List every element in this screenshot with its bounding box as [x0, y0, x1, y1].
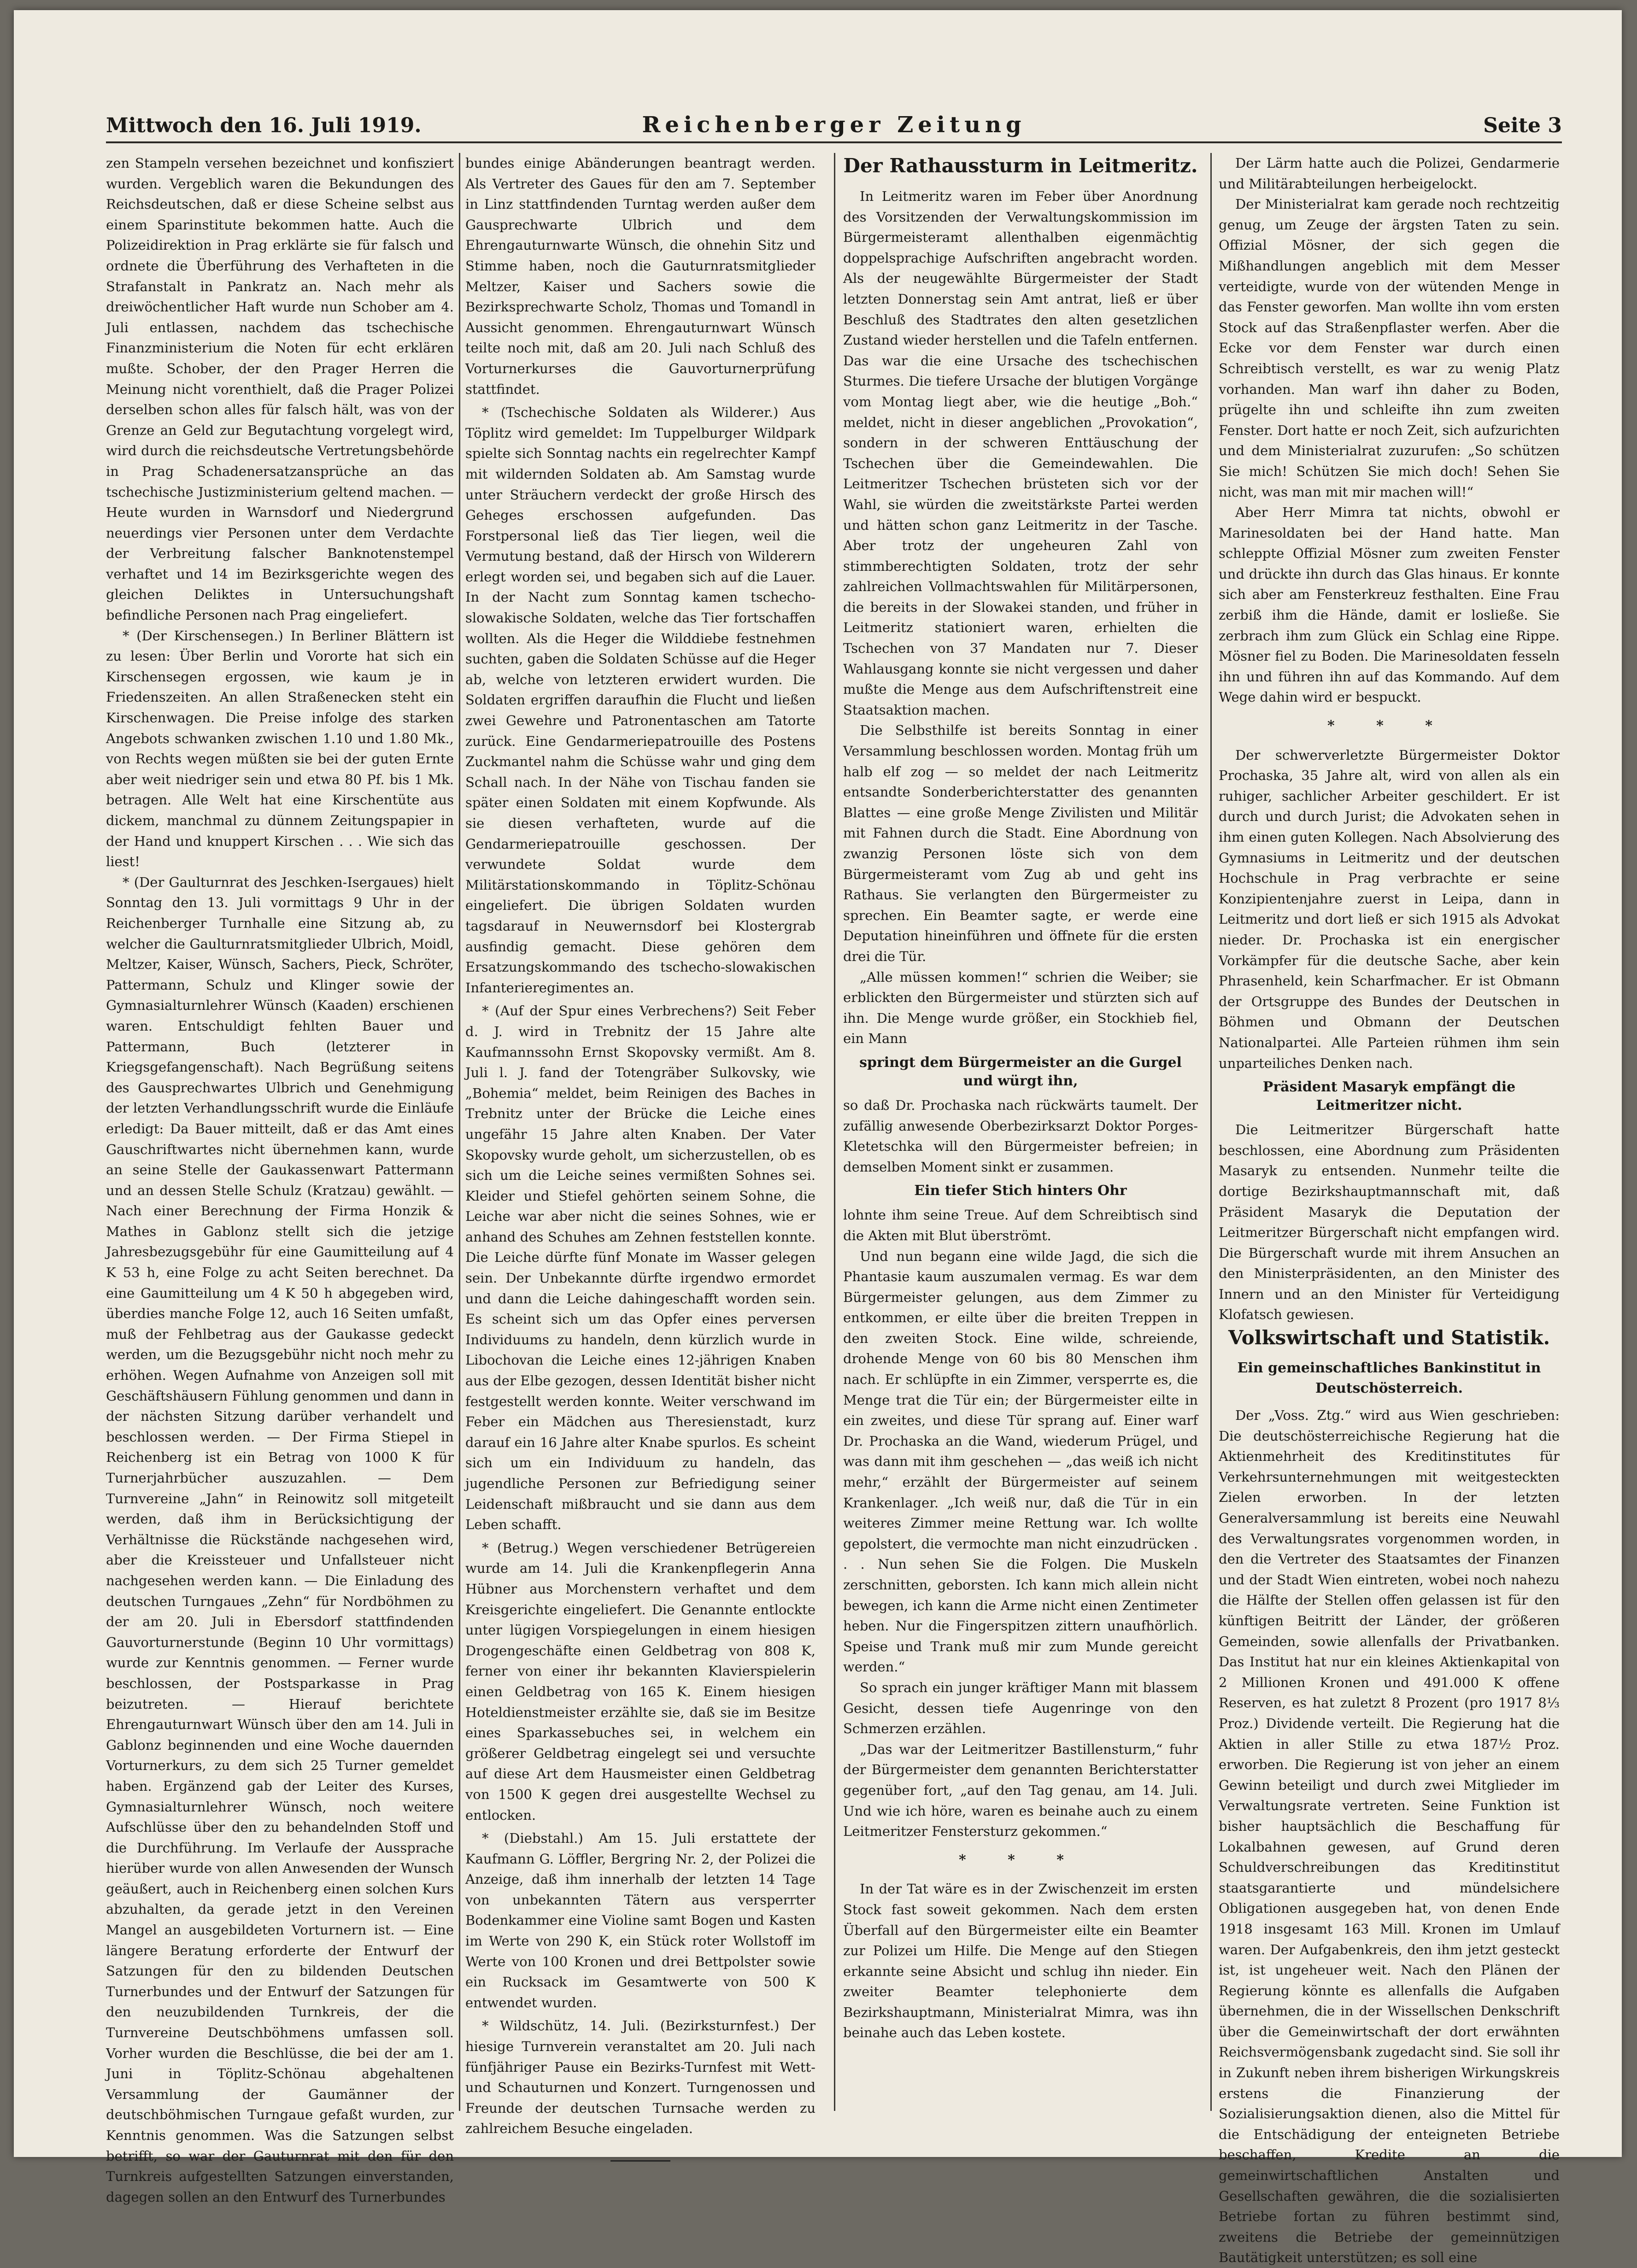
- newspaper-page: [14, 10, 1622, 2266]
- column-4: [1219, 153, 1560, 2266]
- article-paragraph: so daß Dr. Prochaska nach rückwärts taumelt. Der zufällig anwesende Oberbezirksarzt Doktor Porges-Kletetschka will den Bürgermeister befreien; in demselben Moment sinkt er zusammen.: [843, 1097, 1198, 1175]
- article-headline: Ein gemeinschaftliches Bankinstitut in Deutschösterreich.: [1237, 1360, 1541, 1397]
- article-paragraph: Der „Voss. Ztg.“ wird aus Wien geschrieben: Die deutschösterreichische Regierung hat die Aktienmehrheit des Kreditinstitutes für Verkehrsunternehmungen mit weitgesteckten Zielen erworben. In der letzten Generalversammlung ist bereits eine Neuwahl des Verwaltungsrates vorgenommen worden, in den die Vertreter des Staatsamtes der Finanzen und der Stadt Wien eintreten, wobei noch nahezu die Hälfte der Stellen offen gelassen ist für den künftigen Beitritt der Länder, der größeren Gemeinden, sowie allenfalls der Privatbanken. Das Institut hat nur ein kleines Aktienkapital von 2 Millionen Kronen und 491.000 K offene Reserven, es hat zuletzt 8 Prozent (pro 1917 8⅓ Proz.) Dividende verteilt. Die Regierung hat die Aktien in aller Stille zu etwa 187½ Proz. erworben. Die Regierung ist von jeher an einem Gewinn beteiligt und durch zwei Mitglieder im Verwaltungsrate vertreten. Seine Funktion ist bisher hauptsächlich die Beschaffung für Lokalbahnen gewesen, auf Grund deren Schuldverschreibungen das Kreditinstitut staatsgarantierte und mündelsichere Obligationen ausgegeben hat, von denen Ende 1918 insgesamt 163 Mill. Kronen im Umlauf waren. Der Aufgabenkreis, den ihm jetzt gesteckt ist, ist ungeheuer weit. Nach den Plänen der Regierung könnte es allenfalls die Aufgaben übernehmen, die in der Wissellschen Denkschrift über die Gemeinwirtschaft der dort erwähnten Reichsvermögensbank zugedacht sind. Sie soll ihr in Zukunft neben ihrem bisherigen Wirkungskreis erstens die Finanzierung der Sozialisierungsaktion dienen, also die Mittel für die Entschädigung der enteigneten Betriebe beschaffen, Kredite an die gemeinwirtschaftlichen Anstalten und Gesellschaften gewähren, die die sozialisierten Betriebe fortan zu führen bestimmt sind, zweitens die Betriebe der gemeinnützigen Bautätigkeit unterstützen; es soll eine: [1219, 1407, 1560, 2266]
- article-paragraph: Die Selbsthilfe ist bereits Sonntag in einer Versammlung beschlossen worden. Montag früh um halb elf zog — so meldet der nach Leitmeritz entsandte Sonderberichterstatter des genannten Blattes — eine große Menge Zivilisten und Militär mit Fahnen durch die Stadt. Eine Abordnung von zwanzig Personen löste sich von dem Bürgermeisteramt vom Zug ab und geht ins Rathaus. Sie verlangten den Bürgermeister zu sprechen. Ein Beamter sagte, er werde eine Deputation hineinführen und öffnete für die ersten drei die Tür.: [843, 722, 1198, 964]
- article-end-rule: [610, 2160, 670, 2162]
- article-paragraph: * (Auf der Spur eines Verbrechens?) Seit Feber d. J. wird in Trebnitz der 15 Jahre alte Kaufmannssohn Ernst Skopovsky vermißt. Am 8. Juli l. J. fand der Totengräber Sulkovsky, wie „Bohemia“ meldet, beim Reinigen des Baches in Trebnitz unter der Brücke die Leiche eines ungefähr 15 Jahre alten Knaben. Der Vater Skopovsky wurde geholt, um sicherzustellen, ob es sich um die Leiche seines vermißten Sohnes sei. Kleider und Stiefel gehörten seinem Sohne, die Leiche war aber nicht die seines Sohnes, wie er anhand des Schuhes am Zehnen feststellen konnte. Die Leiche dürfte fünf Monate im Wasser gelegen sein. Der Unbekannte dürfte irgendwo ermordet und dann die Leiche dahingeschafft worden sein. Es scheint sich um das Opfer eines perversen Individuums zu handeln, denn kürzlich wurde in Libochovan die Leiche eines 12-jährigen Knaben aus der Elbe gezogen, dessen Identität bisher nicht festgestellt werden konnte. Weiter verschwand im Feber ein Mädchen aus Theresienstadt, kurz darauf ein 16 Jahre alter Knabe spurlos. Es scheint sich um ein Individuum zu handeln, das jugendliche Personen zur Befriedigung seiner Leidenschaft mißbraucht und sie dann aus dem Leben schafft.: [465, 1003, 816, 1533]
- article-paragraph: „Das war der Leitmeritzer Bastillensturm,“ fuhr der Bürgermeister dem genannten Berichterstatter gegenüber fort, „auf den Tag genau, am 14. Juli. Und wie ich höre, waren es beinahe auch zu einem Leitmeritzer Fenstersturz gekommen.“: [843, 1741, 1198, 1840]
- column-rule: [834, 153, 835, 2111]
- article-paragraph: So sprach ein junger kräftiger Mann mit blassem Gesicht, dessen tiefe Augenringe von den Schmerzen erzählen.: [843, 1679, 1198, 1737]
- article-paragraph: Der Ministerialrat kam gerade noch rechtzeitig genug, um Zeuge der ärgsten Taten zu sein. Offizial Mösner, der sich gegen die Mißhandlungen angeblich mit dem Messer verteidigte, wurde von der wütenden Menge in das Fenster geworfen. Man wollte ihn vom ersten Stock auf das Straßenpflaster werfen. Aber die Ecke vor dem Fenster war durch einen Schreibtisch verstellt, es war zu wenig Platz vorhanden. Man warf ihn daher zu Boden, prügelte ihn und schleifte ihn zum zweiten Fenster. Dort hatte er noch Zeit, sich aufzurichten und dem Ministerialrat zuzurufen: „So schützen Sie mich! Schützen Sie mich doch! Sehen Sie nicht, was man mit mir machen will!“: [1219, 196, 1560, 500]
- section-separator: * * *: [1327, 718, 1451, 734]
- article-paragraph: zen Stampeln versehen bezeichnet und konfisziert wurden. Vergeblich waren die Bekundungen des Reichsdeutschen, daß er diese Scheine selbst aus einem Sparinstitute bekommen hatte. Auch die Polizeidirektion in Prag erklärte sie für falsch und ordnete die Überführung des Verhafteten in die Strafanstalt in Pankratz an. Nach mehr als dreiwöchentlicher Haft wurde nun Schober am 4. Juli entlassen, nachdem das tschechische Finanzministerium die Noten für echt erklären mußte. Schober, der den Prager Herren die Meinung nicht vorenthielt, daß die Prager Polizei derselben schon alles für falsch hält, was von der Grenze an Geld zur Begutachtung vorgelegt wird, wird durch die reichsdeutsche Vertretungsbehörde in Prag Schadenersatzansprüche an das tschechische Justizministerium geltend machen. — Heute wurden in Warnsdorf und Niedergrund neuerdings vier Personen unter dem Verdachte der Verbreitung falscher Banknotenstempel verhaftet und 14 im Bezirksgerichte wegen des gleichen Deliktes in Untersuchungshaft befindliche Personen nach Prag eingeliefert.: [106, 155, 454, 623]
- section-separator: * * *: [959, 1852, 1082, 1868]
- article-paragraph: Aber Herr Mimra tat nichts, obwohl er Marinesoldaten bei der Hand hatte. Man schleppte Offizial Mösner zum zweiten Fenster und drückte ihn durch das Glas hinaus. Er konnte sich aber am Fensterkreuz festhalten. Eine Frau zerbiß ihm die Hände, damit er losließe. Sie zerbrach ihm zum Glück ein Schlag eine Rippe. Mösner fiel zu Boden. Die Marinesoldaten fesseln ihn und führen ihn auf das Kommando. Auf dem Wege dahin wird er bespuckt.: [1219, 504, 1560, 705]
- article-paragraph: lohnte ihm seine Treue. Auf dem Schreibtisch sind die Akten mit Blut überströmt.: [843, 1207, 1198, 1243]
- article-paragraph: Der schwerverletzte Bürgermeister Doktor Prochaska, 35 Jahre alt, wird von allen als ein ruhiger, sachlicher Arbeiter geschildert. Er ist durch und durch Jurist; die Advokaten sehen in ihm einen guten Kollegen. Nach Absolvierung des Gymnasiums in Leitmeritz und der deutschen Hochschule in Prag verbrachte er seine Konzipientenjahre zuerst in Leipa, dann in Leitmeritz und dort ließ er sich 1915 als Advokat nieder. Dr. Prochaska ist ein energischer Vorkämpfer für die deutsche Sache, aber kein Phrasenheld, kein Scharfmacher. Er ist Obmann der Ortsgruppe des Bundes der Deutschen in Böhmen und Obmann der Deutschen Nationalpartei. Alle Parteien rühmen ihm sein unparteiliches Denken nach.: [1219, 747, 1560, 1071]
- article-paragraph: In Leitmeritz waren im Feber über Anordnung des Vorsitzenden der Verwaltungskommission im Bürgermeisteramt allenthalben eigenmächtig doppelsprachige Aufschriften angebracht worden. Als der neugewählte Bürgermeister der Stadt letzten Donnerstag sein Amt antrat, ließ er über Beschluß des Stadtrates den alten gesetzlichen Zustand wieder herstellen und die Tafeln entfernen. Das war die eine Ursache des tschechischen Sturmes. Die tiefere Ursache der blutigen Vorgänge vom Montag liegt aber, wie die heutige „Boh.“ meldet, nicht in dieser angeblichen „Provokation“, sondern in der schweren Enttäuschung der Tschechen über die Gemeindewahlen. Die Leitmeritzer Tschechen brüsteten sich vor der Wahl, sie würden die zweitstärkste Partei werden und hätten schon ganz Leitmeritz in der Tasche. Aber trotz der ungeheuren Zahl von stimmberechtigten Soldaten, trotz der sehr zahlreichen Vollmachtswahlen für Militärpersonen, die bereits in der Slowakei standen, und früher in Leitmeritz stationiert waren, erhielten die Tschechen von 37 Mandaten nur 7. Dieser Wahlausgang konnte sie nicht vergessen und daher mußte die Menge aus dem Aufschriftenstreit eine Staatsaktion machen.: [843, 188, 1198, 718]
- article-paragraph: bundes einige Abänderungen beantragt werden. Als Vertreter des Gaues für den am 7. September in Linz stattfindenden Turntag werden außer dem Gausprechwarte Ulbrich und dem Ehrengauturnwarte Wünsch, die ohnehin Sitz und Stimme haben, noch die Gauturnratsmitglieder Meltzer, Kaiser und Sachers sowie die Bezirksprechwarte Scholz, Thomas und Tomandl in Aussicht genommen. Ehrengauturnwart Wünsch teilte noch mit, daß am 20. Juli nach Schluß des Vorturnerkurses die Gauvorturnerprüfung stattfindet.: [465, 155, 816, 397]
- article-paragraph: Und nun begann eine wilde Jagd, die sich die Phantasie kaum auszumalen vermag. Es war dem Bürgermeister gelungen, aus dem Zimmer zu entkommen, er eilte über die breiten Treppen in den zweiten Stock. Eine wilde, schreiende, drohende Menge von 60 bis 80 Menschen ihm nach. Er schlüpfte in ein Zimmer, versperrte es, die Menge trat die Tür ein; der Bürgermeister eilte in ein zweites, und diese Tür sprang auf. Einer warf Dr. Prochaska an die Wand, wiederum Prügel, und was dann mit ihm geschehen — „das weiß ich nicht mehr,“ erzählt der Bürgermeister auf seinem Krankenlager. „Ich weiß nur, daß die Tür in ein weiteres Zimmer meine Rettung war. Ich wollte gepolstert, die vermochte man nicht einzudrücken . . . Nun sehen Sie die Folgen. Die Muskeln zerschnitten, geborsten. Ich kann mich allein nicht bewegen, ich kann die Arme nicht einen Zentimeter heben. Nur die Fingerspitzen zittern unaufhörlich. Speise und Trank muß mir zum Munde gereicht werden.“: [843, 1248, 1198, 1675]
- page-header: [106, 109, 1562, 143]
- article-paragraph: In der Tat wäre es in der Zwischenzeit im ersten Stock fast soweit gekommen. Nach dem ersten Überfall auf den Bürgermeister eilte ein Beamter zur Polizei um Hilfe. Die Menge auf den Stiegen erkannte seine Absicht und schlug ihn nieder. Ein zweiter Beamter telephonierte dem Bezirkshauptmann, Ministerialrat Mimra, was ihn beinahe auch das Leben kostete.: [843, 1881, 1198, 2041]
- column-rule: [1210, 153, 1212, 2111]
- article-paragraph: * (Tschechische Soldaten als Wilderer.) Aus Töplitz wird gemeldet: Im Tuppelburger Wildpark spielte sich Sonntag nachts ein regelrechter Kampf mit wildernden Soldaten ab. Am Samstag wurde unter Sträuchern verdeckt der große Hirsch des Geheges erschossen aufgefunden. Das Forstpersonal ließ das Tier liegen, weil die Vermutung bestand, daß der Hirsch von Wilderern erlegt worden sei, und begaben sich auf die Lauer. In der Nacht zum Sonntag kamen tschecho-slowakische Soldaten, welche das Tier fortschaffen wollten. Als die Heger die Wilddiebe festnehmen suchten, gaben die Soldaten Schüsse auf die Heger ab, welche von letzteren erwidert wurden. Die Soldaten ergriffen daraufhin die Flucht und ließen zwei Gewehre und Patronentaschen am Tatorte zurück. Eine Gendarmeriepatrouille des Postens Zuckmantel nahm die Schüsse wahr und ging dem Schall nach. In der Nähe von Tischau fanden sie später einen Soldaten mit einem Kopfwunde. Als sie diesen verhafteten, wurde auf die Gendarmeriepatrouille geschossen. Der verwundete Soldat wurde dem Militärstationskommando in Töplitz-Schönau eingeliefert. Die übrigen Soldaten wurden tagsdarauf in Neuwernsdorf bei Klostergrab ausfindig gemacht. Diese gehören dem Ersatzungskommando des tschecho-slowakischen Infanterieregimentes an.: [465, 404, 816, 996]
- column-1: [106, 153, 454, 2205]
- article-subheading: Präsident Masaryk empfängt die Leitmeritzer nicht.: [1262, 1079, 1516, 1114]
- article-paragraph: * (Diebstahl.) Am 15. Juli erstattete der Kaufmann G. Löffler, Bergring Nr. 2, der Polizei die Anzeige, daß ihm innerhalb der letzten 14 Tage von unbekannten Tätern aus versperrter Bodenkammer eine Violine samt Bogen und Kasten im Werte von 290 K, ein Stück roter Wollstoff im Werte von 100 Kronen und drei Bettpolster sowie ein Rucksack im Gesamtwerte von 500 K entwendet wurden.: [465, 1830, 816, 2010]
- article-paragraph: * (Der Gaulturnrat des Jeschken-Isergaues) hielt Sonntag den 13. Juli vormittags 9 Uhr in der Reichenberger Turnhalle eine Sitzung ab, zu welcher die Gaulturnratsmitglieder Ulbrich, Moidl, Meltzer, Kaiser, Wünsch, Sachers, Pieck, Schröter, Pattermann, Schulz und Klinger sowie der Gymnasialturnlehrer Wünsch (Kaaden) erschienen waren. Entschuldigt fehlten Bauer und Pattermann, Buch (letzterer in Kriegsgefangenschaft). Nach Begrüßung seitens des Gausprechwartes Ulbrich und Genehmigung der letzten Verhandlungsschrift wurde die Einläufe erledigt: Da Bauer mitteilt, daß er das Amt eines Gauschriftwartes nicht übernehmen kann, wurde an seine Stelle der Gaukassenwart Pattermann und an dessen Stelle Schulz (Kratzau) gewählt. — Nach einer Berechnung der Firma Honzik & Mathes in Gablonz stellt sich die jetzige Jahresbezugsgebühr für eine Gaumitteilung auf 4 K 53 h, eine Folge zu acht Seiten berechnet. Da eine Gaumitteilung um 4 K 50 h abgegeben wird, überdies manche Folge 12, auch 16 Seiten umfaßt, muß der Fehlbetrag aus der Gaukasse gedeckt werden, um die Bezugsgebühr nicht noch mehr zu erhöhen. Wegen Aufnahme von Anzeigen soll mit Geschäftshäusern Fühlung genommen und dann in der nächsten Sitzung darüber verhandelt und beschlossen werden. — Der Firma Stiepel in Reichenberg ist ein Betrag von 1000 K für Turnerjahrbücher auszuzahlen. — Dem Turnvereine „Jahn“ in Reinowitz soll mitgeteilt werden, daß ihm in Berücksichtigung der Verhältnisse die Rückstände nachgesehen wird, aber die Kreissteuer und Unfallsteuer nicht nachgesehen werden kann. — Die Einladung des deutschen Turngaues „Zehn“ für Nordböhmen zu der am 20. Juli in Ebersdorf stattfindenden Gauvorturnerstunde (Beginn 10 Uhr vormittags) wurde zur Kenntnis genommen. — Ferner wurde beschlossen, der Postsparkasse in Prag beizutreten. — Hierauf berichtete Ehrengauturnwart Wünsch über den am 14. Juli in Gablonz beginnenden und eine Woche dauernden Vorturnerkurs, zu dem sich 25 Turner gemeldet haben. Ergänzend gab der Leiter des Kurses, Gymnasialturnlehrer Wünsch, noch weitere Aufschlüsse über den zu behandelnden Stoff und die Durchführung. Im Verlaufe der Aussprache hierüber wurde von allen Anwesenden der Wunsch geäußert, auch in Reichenberg einen solchen Kurs abzuhalten, da gerade jetzt in den Vereinen Mangel an ausgebildeten Vorturnern ist. — Eine längere Beratung erforderte der Entwurf der Satzungen für den zu bildenden Deutschen Turnerbundes und der Entwurf der Satzungen für den neuzubildenden Turnkreis, der die Turnvereine Deutschböhmens umfassen soll. Vorher wurden die Beschlüsse, die bei der am 1. Juni in Töplitz-Schönau abgehaltenen Versammlung der Gaumänner der deutschböhmischen Turngaue gefaßt wurden, zur Kenntnis genommen. Was die Satzungen selbst betrifft, so war der Gauturnrat mit den für den Turnkreis aufgestellten Satzungen einverstanden, dagegen sollen an den Entwurf des Turnerbundes: [106, 874, 454, 2205]
- article-paragraph: * (Der Kirschensegen.) In Berliner Blättern ist zu lesen: Über Berlin und Vororte hat sich ein Kirschensegen ergossen, wie kaum je in Friedenszeiten. An allen Straßenecken steht ein Kirschenwagen. Die Preise infolge des starken Angebots schwanken zwischen 1.10 und 1.80 Mk., von Rechts wegen müßten sie bei der guten Ernte aber weit niedriger sein und etwa 80 Pf. bis 1 Mk. betragen. Alle Welt hat eine Kirschentüte aus dickem, manchmal zu dünnem Zeitungspapier in der Hand und knuppert Kirschen . . . Wie sich das liest!: [106, 627, 454, 870]
- column-2: [465, 153, 816, 2137]
- column-3: [843, 153, 1198, 2120]
- article-paragraph: * Wildschütz, 14. Juli. (Bezirksturnfest.) Der hiesige Turnverein veranstaltet am 20. Juli nach fünfjähriger Pause ein Bezirks-Turnfest mit Wett- und Schauturnen und Konzert. Turngenossen und Freunde der deutschen Turnsache werden zu zahlreichem Besuche eingeladen.: [465, 2018, 816, 2137]
- article-headline: Der Rathaussturm in Leitmeritz.: [843, 154, 1198, 177]
- article-paragraph: Die Leitmeritzer Bürgerschaft hatte beschlossen, eine Abordnung zum Präsidenten Masaryk zu entsenden. Nunmehr teilte die dortige Bezirkshauptmannschaft mit, daß Präsident Masaryk die Deputation der Leitmeritzer Bürgerschaft nicht empfangen wird. Die Bürgerschaft wurde mit ihrem Ansuchen an den Ministerpräsidenten, an den Minister des Innern und an den Minister für Verteidigung Klofatsch gewiesen.: [1219, 1122, 1560, 1323]
- header-date: Mittwoch den 16. Juli 1919.: [106, 114, 422, 137]
- section-heading: Volkswirtschaft und Statistik.: [1228, 1326, 1550, 1349]
- page-number: Seite 3: [1483, 114, 1562, 137]
- article-subheading: springt dem Bürgermeister an die Gurgel und würgt ihn,: [859, 1054, 1182, 1089]
- article-paragraph: Der Lärm hatte auch die Polizei, Gendarmerie und Militärabteilungen herbeigelockt.: [1219, 155, 1560, 192]
- article-paragraph: * (Betrug.) Wegen verschiedener Betrügereien wurde am 14. Juli die Krankenpflegerin Anna Hübner aus Morchenstern verhaftet und dem Kreisgerichte eingeliefert. Die Genannte entlockte unter lügigen Vorspiegelungen in einem hiesigen Drogengeschäfte einen Geldbetrag von 808 K, ferner von einer ihr bekannten Klavierspielerin einen Geldbetrag von 165 K. Einem hiesigen Hoteldienstmeister erzählte sie, daß sie im Besitze eines Sparkassebuches sei, in welchem ein größerer Geldbetrag eingelegt sei und versuchte auf diese Art dem Hausmeister einen Geldbetrag von 1500 K gegen drei ausgestellte Wechsel zu entlocken.: [465, 1540, 816, 1823]
- article-subheading: Ein tiefer Stich hinters Ohr: [914, 1183, 1127, 1199]
- masthead: Reichenberger Zeitung: [642, 112, 1026, 138]
- article-paragraph: „Alle müssen kommen!“ schrien die Weiber; sie erblickten den Bürgermeister und stürzten sich auf ihn. Die Menge wurde größer, ein Stockhieb fiel, ein Mann: [843, 969, 1198, 1047]
- column-rule: [459, 153, 460, 2111]
